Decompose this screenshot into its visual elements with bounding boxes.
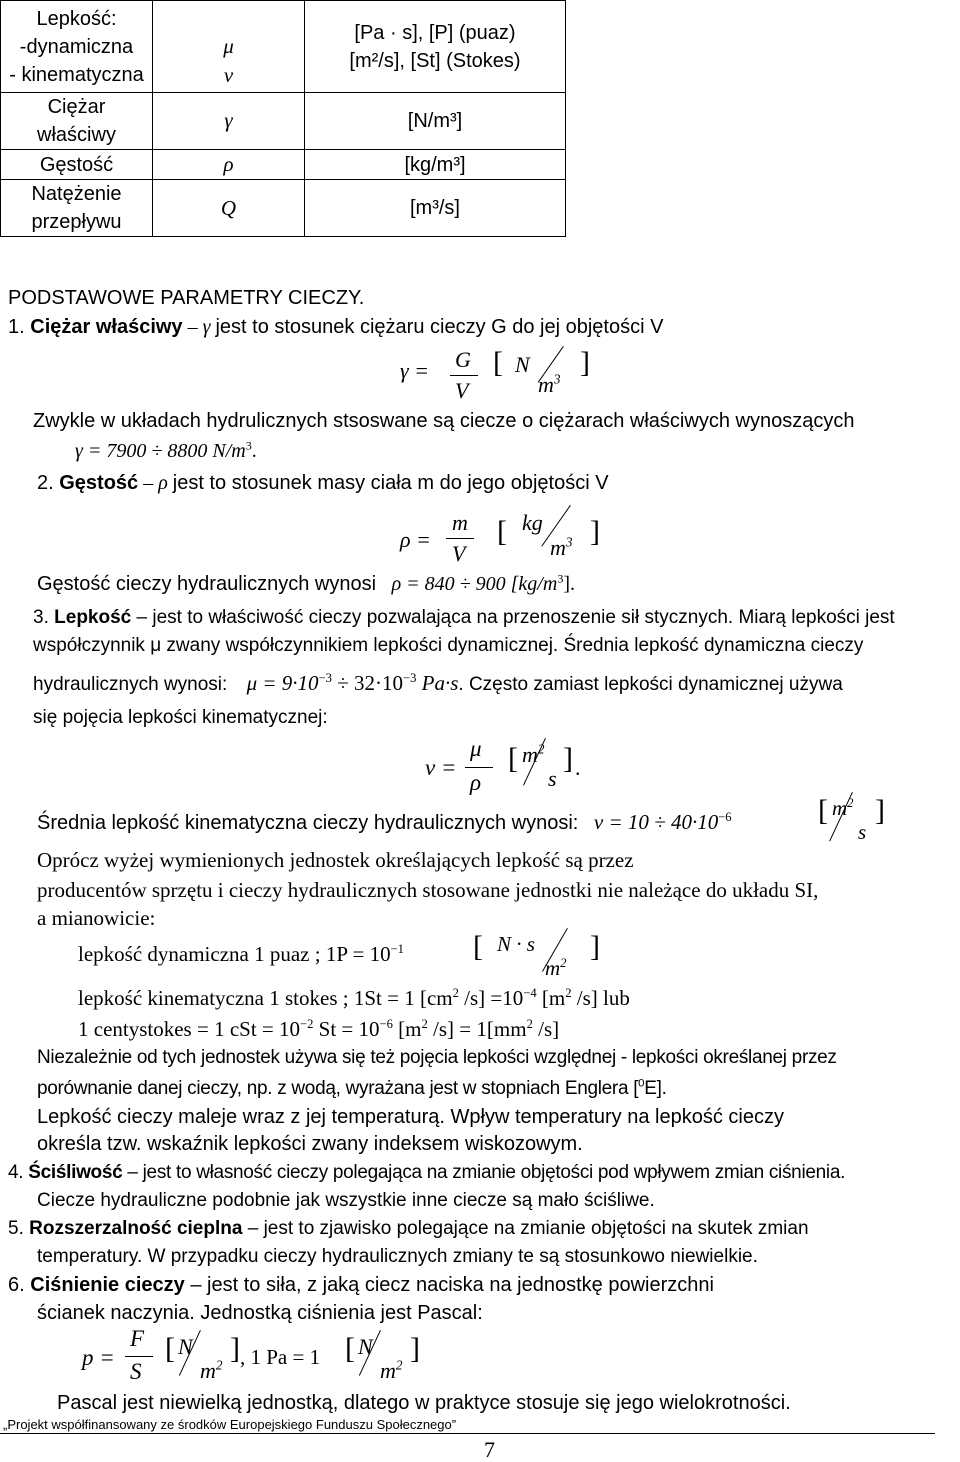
table-cell-symbol: Q [153, 180, 305, 237]
unit-numerator: kg [522, 510, 543, 535]
unit-denominator: $m^2$ [545, 956, 567, 980]
section-4-line-2: Ciecze hydrauliczne podobnie jak wszystkie inne ciecze są mało ściśliwe. [37, 1190, 655, 1211]
unit-denominator: $m^2$ [200, 1357, 223, 1383]
unit-denominator: s [548, 766, 557, 791]
section-2-paragraph: Gęstość cieczy hydraulicznych wynosi ρ = 840 ÷ 900 $[kg/m^3]$. [37, 571, 575, 595]
page-heading: PODSTAWOWE PARAMETRY CIECZY. [8, 287, 365, 309]
fraction-numerator: F [130, 1326, 145, 1351]
table-cell-name: Gęstość [1, 150, 153, 180]
table-row [1, 180, 566, 237]
section-4-line-1: 4. Ściśliwość – jest to własność cieczy polegająca na zmianie objętości pod wpływem zmian ciśnienia. [8, 1162, 846, 1183]
fraction-numerator: μ [470, 736, 482, 761]
bracket-left: [ [818, 794, 828, 827]
bracket-right: ] [410, 1332, 420, 1365]
relative-viscosity-1: Niezależnie od tych jednostek używa się też pojęcia lepkości względnej - lepkości określanej przez [37, 1047, 837, 1068]
unit-numerator: N [515, 352, 530, 377]
rho-formula-lhs: ρ = [400, 527, 431, 552]
table-cell-symbol: γ [153, 93, 305, 150]
table-cell-name: Ciężar właściwy [1, 93, 153, 150]
fraction-denominator: V [455, 378, 469, 403]
table-cell-unit: [N/m³] [305, 93, 566, 150]
nu-formula-lhs: ν = [425, 755, 457, 780]
table-cell-name: Lepkość: -dynamiczna - kinematyczna [1, 1, 153, 93]
fraction-denominator: S [130, 1359, 142, 1384]
units-table [0, 0, 566, 237]
unit-numerator: $m^2$ [522, 741, 545, 767]
bracket-right: ] [563, 742, 573, 775]
section-6-tail: Pascal jest niewielką jednostką, dlatego w praktyce stosuje się jego wielokrotności. [57, 1392, 791, 1414]
bracket-right: ] [590, 515, 600, 548]
fraction-denominator: V [452, 541, 466, 566]
unit-denominator: $m^2$ [380, 1357, 403, 1383]
section-1-line [8, 316, 663, 339]
fraction-bar [125, 1356, 153, 1357]
table-cell-unit: [kg/m³] [305, 150, 566, 180]
section-6-line-2: ścianek naczynia. Jednostką ciśnienia jest Pascal: [37, 1302, 483, 1324]
table-cell-symbol: μ ν [153, 1, 305, 93]
bracket-left: [ [497, 515, 507, 548]
temperature-1: Lepkość cieczy maleje wraz z jej temperaturą. Wpływ temperatury na lepkość cieczy [37, 1106, 784, 1128]
section-5-line-2: temperatury. W przypadku cieczy hydraulicznych zmiany te są stosunkowo niewielkie. [37, 1246, 758, 1267]
section-3-line-3: hydraulicznych wynosi: $\mu = 9\cdot 10^{-3} \div 32\cdot 10^{-3}$ Pa·s. Często zamiast lepkości dynamicznej używa [33, 671, 843, 695]
bracket-left: [ [473, 930, 483, 963]
table-row [1, 150, 566, 180]
section-3-line-2: współczynnik μ zwany współczynnikiem lepkości dynamicznej. Średnia lepkość dynamiczna cieczy [33, 635, 864, 656]
table-row [1, 1, 566, 93]
section-number: 1. [8, 316, 25, 338]
fraction-denominator: ρ [470, 770, 482, 795]
centistokes-line: 1 centystokes = 1 cSt = $10^{-2}$ $St = 10^{-6}$ [$m^2$ $/s] = 1[mm^2$ /s] [78, 1017, 560, 1041]
unit-numerator: N [358, 1334, 373, 1359]
table-cell-symbol: ρ [153, 150, 305, 180]
bracket-left: [ [508, 742, 518, 775]
fraction-bar [446, 538, 474, 539]
kinematic-average: Średnia lepkość kinematyczna cieczy hydraulicznych wynosi: $\nu = 10 \div 40\cdot 10^{-6}$ [37, 810, 732, 834]
gamma-formula-lhs: γ = [400, 358, 430, 383]
unit-numerator: $m^2$ [832, 796, 854, 820]
unit-denominator: $m^3$ [538, 371, 561, 397]
section-6-line-1: 6. Ciśnienie cieczy – jest to siła, z jaką ciecz naciska na jednostkę powierzchni [8, 1274, 714, 1296]
section-3-line-4: się pojęcia lepkości kinematycznej: [33, 707, 328, 728]
bracket-right: ] [590, 930, 600, 963]
page-number: 7 [484, 1437, 495, 1462]
bracket-right: ] [875, 794, 885, 827]
dynamic-unit-line: lepkość dynamiczna 1 puaz ; $1P = 10^{-1}$ [78, 942, 404, 966]
unit-numerator: N · s [497, 932, 535, 956]
bracket-left: [ [165, 1332, 175, 1365]
gamma-range: γ = 7900 ÷ 8800 $N/m^3$. [75, 438, 257, 462]
formula-end: . [575, 755, 581, 780]
section-3-line-1: 3. Lepkość – jest to właściwość cieczy pozwalająca na przenoszenie sił stycznych. Miarą lepkości jest [33, 607, 895, 628]
other-units-3: a mianowicie: [37, 906, 156, 930]
unit-numerator: N [178, 1334, 193, 1359]
fraction-bar [450, 375, 478, 376]
kinematic-unit-line: lepkość kinematyczna 1 stokes ; 1St = 1 [$cm^2$ $/s] =10^{-4}$ [$m^2$ /s] lub [78, 986, 630, 1010]
unit-denominator: $m^3$ [550, 534, 573, 560]
section-5-line-1: 5. Rozszerzalność cieplna – jest to zjawisko polegające na zmianie objętości na skutek zmian [8, 1218, 809, 1239]
footer-divider [0, 1433, 935, 1434]
pressure-formula-lhs: p = [82, 1345, 115, 1370]
fraction-numerator: G [455, 347, 471, 372]
symbol: – γ [182, 316, 216, 338]
pascal-definition: , 1 Pa = 1 [240, 1345, 321, 1369]
bracket-right: ] [230, 1332, 240, 1365]
unit-denominator: s [858, 820, 867, 844]
bracket-right: ] [580, 346, 590, 379]
relative-viscosity-2: porównanie danej cieczy, np. z wodą, wyrażana jest w stopniach Englera [$^0$E]. [37, 1077, 667, 1099]
fraction-numerator: m [452, 510, 468, 535]
other-units-1: Oprócz wyżej wymienionych jednostek określających lepkość są przez [37, 848, 634, 872]
bracket-left: [ [493, 346, 503, 379]
table-cell-unit: [Pa · s], [P] (puaz) [m²/s], [St] (Stokes) [305, 1, 566, 93]
term: Ciężar właściwy [30, 316, 183, 338]
table-row [1, 93, 566, 150]
table-cell-unit: [m³/s] [305, 180, 566, 237]
definition: jest to stosunek ciężaru cieczy G do jej objętości V [215, 316, 664, 338]
bracket-left: [ [345, 1332, 355, 1365]
section-1-paragraph: Zwykle w układach hydrulicznych stsoswane są ciecze o ciężarach właściwych wynoszących [33, 410, 855, 432]
other-units-2: producentów sprzętu i cieczy hydraulicznych stosowane jednostki nie należące do układu SI, [37, 878, 819, 902]
fraction-bar [465, 767, 493, 768]
temperature-2: określa tzw. wskaźnik lepkości zwany indeksem wiskozowym. [37, 1133, 583, 1155]
section-2-line: 2. Gęstość – ρ jest to stosunek masy ciała m do jego objętości V [37, 472, 609, 494]
table-cell-name: Natężenie przepływu [1, 180, 153, 237]
footer-text: „Projekt współfinansowany ze środków Europejskiego Funduszu Społecznego” [3, 1417, 457, 1432]
